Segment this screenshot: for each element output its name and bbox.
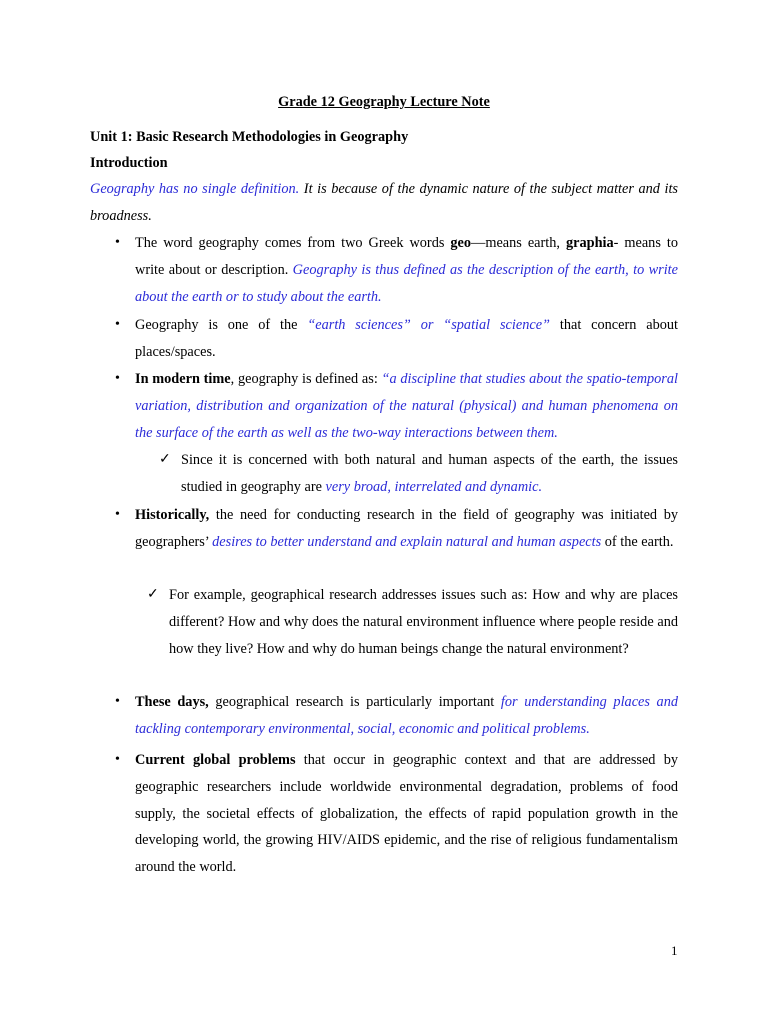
document-title: Grade 12 Geography Lecture Note [278, 94, 490, 110]
b4-text: the need for conducting research in the field of geography was initiated by geographers’ [135, 507, 678, 550]
check-item-example [169, 582, 678, 662]
b6-bold: Current global problems [135, 752, 296, 768]
b2-text: Geography is one of the [135, 317, 308, 333]
b3-blue: “a discipline that studies about the spatio-temporal variation, distribution and organization of the natural (physical) and human phenomena on the surface of the earth as well as the two-way interactions between them. [135, 371, 678, 441]
bullet-modern-time [135, 366, 678, 446]
intro-paragraph [90, 176, 678, 230]
check-icon: ✓ [147, 587, 159, 602]
bullet-icon: • [115, 694, 120, 709]
b2-text-2: that concern about places/spaces. [135, 317, 678, 360]
page-number: 1 [671, 943, 678, 958]
bullet-icon: • [115, 235, 120, 250]
b1-text-2: —means earth, [471, 235, 566, 251]
bullet-icon: • [115, 752, 120, 767]
bullet-earth-sciences [135, 312, 678, 366]
b4-bold: Historically, [135, 507, 210, 523]
bullet-word-geography [135, 230, 678, 310]
b1-geo: geo [450, 235, 472, 251]
c2-text: For example, geographical research addresses issues such as: How and why are places different? How and why does the natural environment influence where people reside and how they live? How and why do human beings change the natural environment? [169, 587, 678, 657]
b3-text: , geography is defined as: [230, 371, 382, 387]
intro-italic-text: It is because of the dynamic nature of the subject matter and its broadness. [90, 181, 678, 224]
intro-blue-text: Geography has no single definition. [90, 181, 300, 197]
c1-text: Since it is concerned with both natural and human aspects of the earth, the issues studied in geography are [181, 452, 678, 495]
b5-text: geographical research is particularly important [208, 694, 501, 710]
bullet-global-problems [135, 747, 678, 881]
b1-graphia: graphia [565, 235, 614, 251]
b5-bold: These days, [135, 694, 209, 710]
unit-heading: Unit 1: Basic Research Methodologies in Geography [90, 129, 409, 145]
b4-blue: desires to better understand and explain natural and human aspects [212, 533, 602, 550]
bullet-icon: • [115, 371, 120, 386]
b1-text-3: - means to write about or description. [135, 235, 678, 278]
bullet-historically [135, 502, 678, 556]
bullet-these-days [135, 689, 678, 743]
c1-blue: very broad, interrelated and dynamic. [325, 478, 543, 495]
bullet-icon: • [115, 317, 120, 332]
b1-text: The word geography comes from two Greek words [135, 235, 451, 251]
check-icon: ✓ [159, 452, 171, 467]
b4-text-2: of the earth. [601, 533, 674, 550]
check-item-natural-human [181, 447, 678, 501]
bullet-icon: • [115, 507, 120, 522]
b6-text: that occur in geographic context and that are addressed by geographic researchers include worldwide environmental degradation, problems of food supply, the societal effects of globalization, the effects of rapid population growth in the developing world, the growing HIV/AIDS epidemic, and the rise of religious fundamentalism around the world. [135, 752, 678, 876]
b5-blue: for understanding places and tackling contemporary environmental, social, economic and political problems. [135, 694, 679, 737]
b3-bold: In modern time [135, 371, 231, 387]
b1-blue: Geography is thus defined as the description of the earth, to write about the earth or to study about the earth. [135, 261, 678, 305]
b2-blue: “earth sciences” or “spatial science” [307, 317, 551, 333]
intro-heading: Introduction [90, 155, 168, 171]
